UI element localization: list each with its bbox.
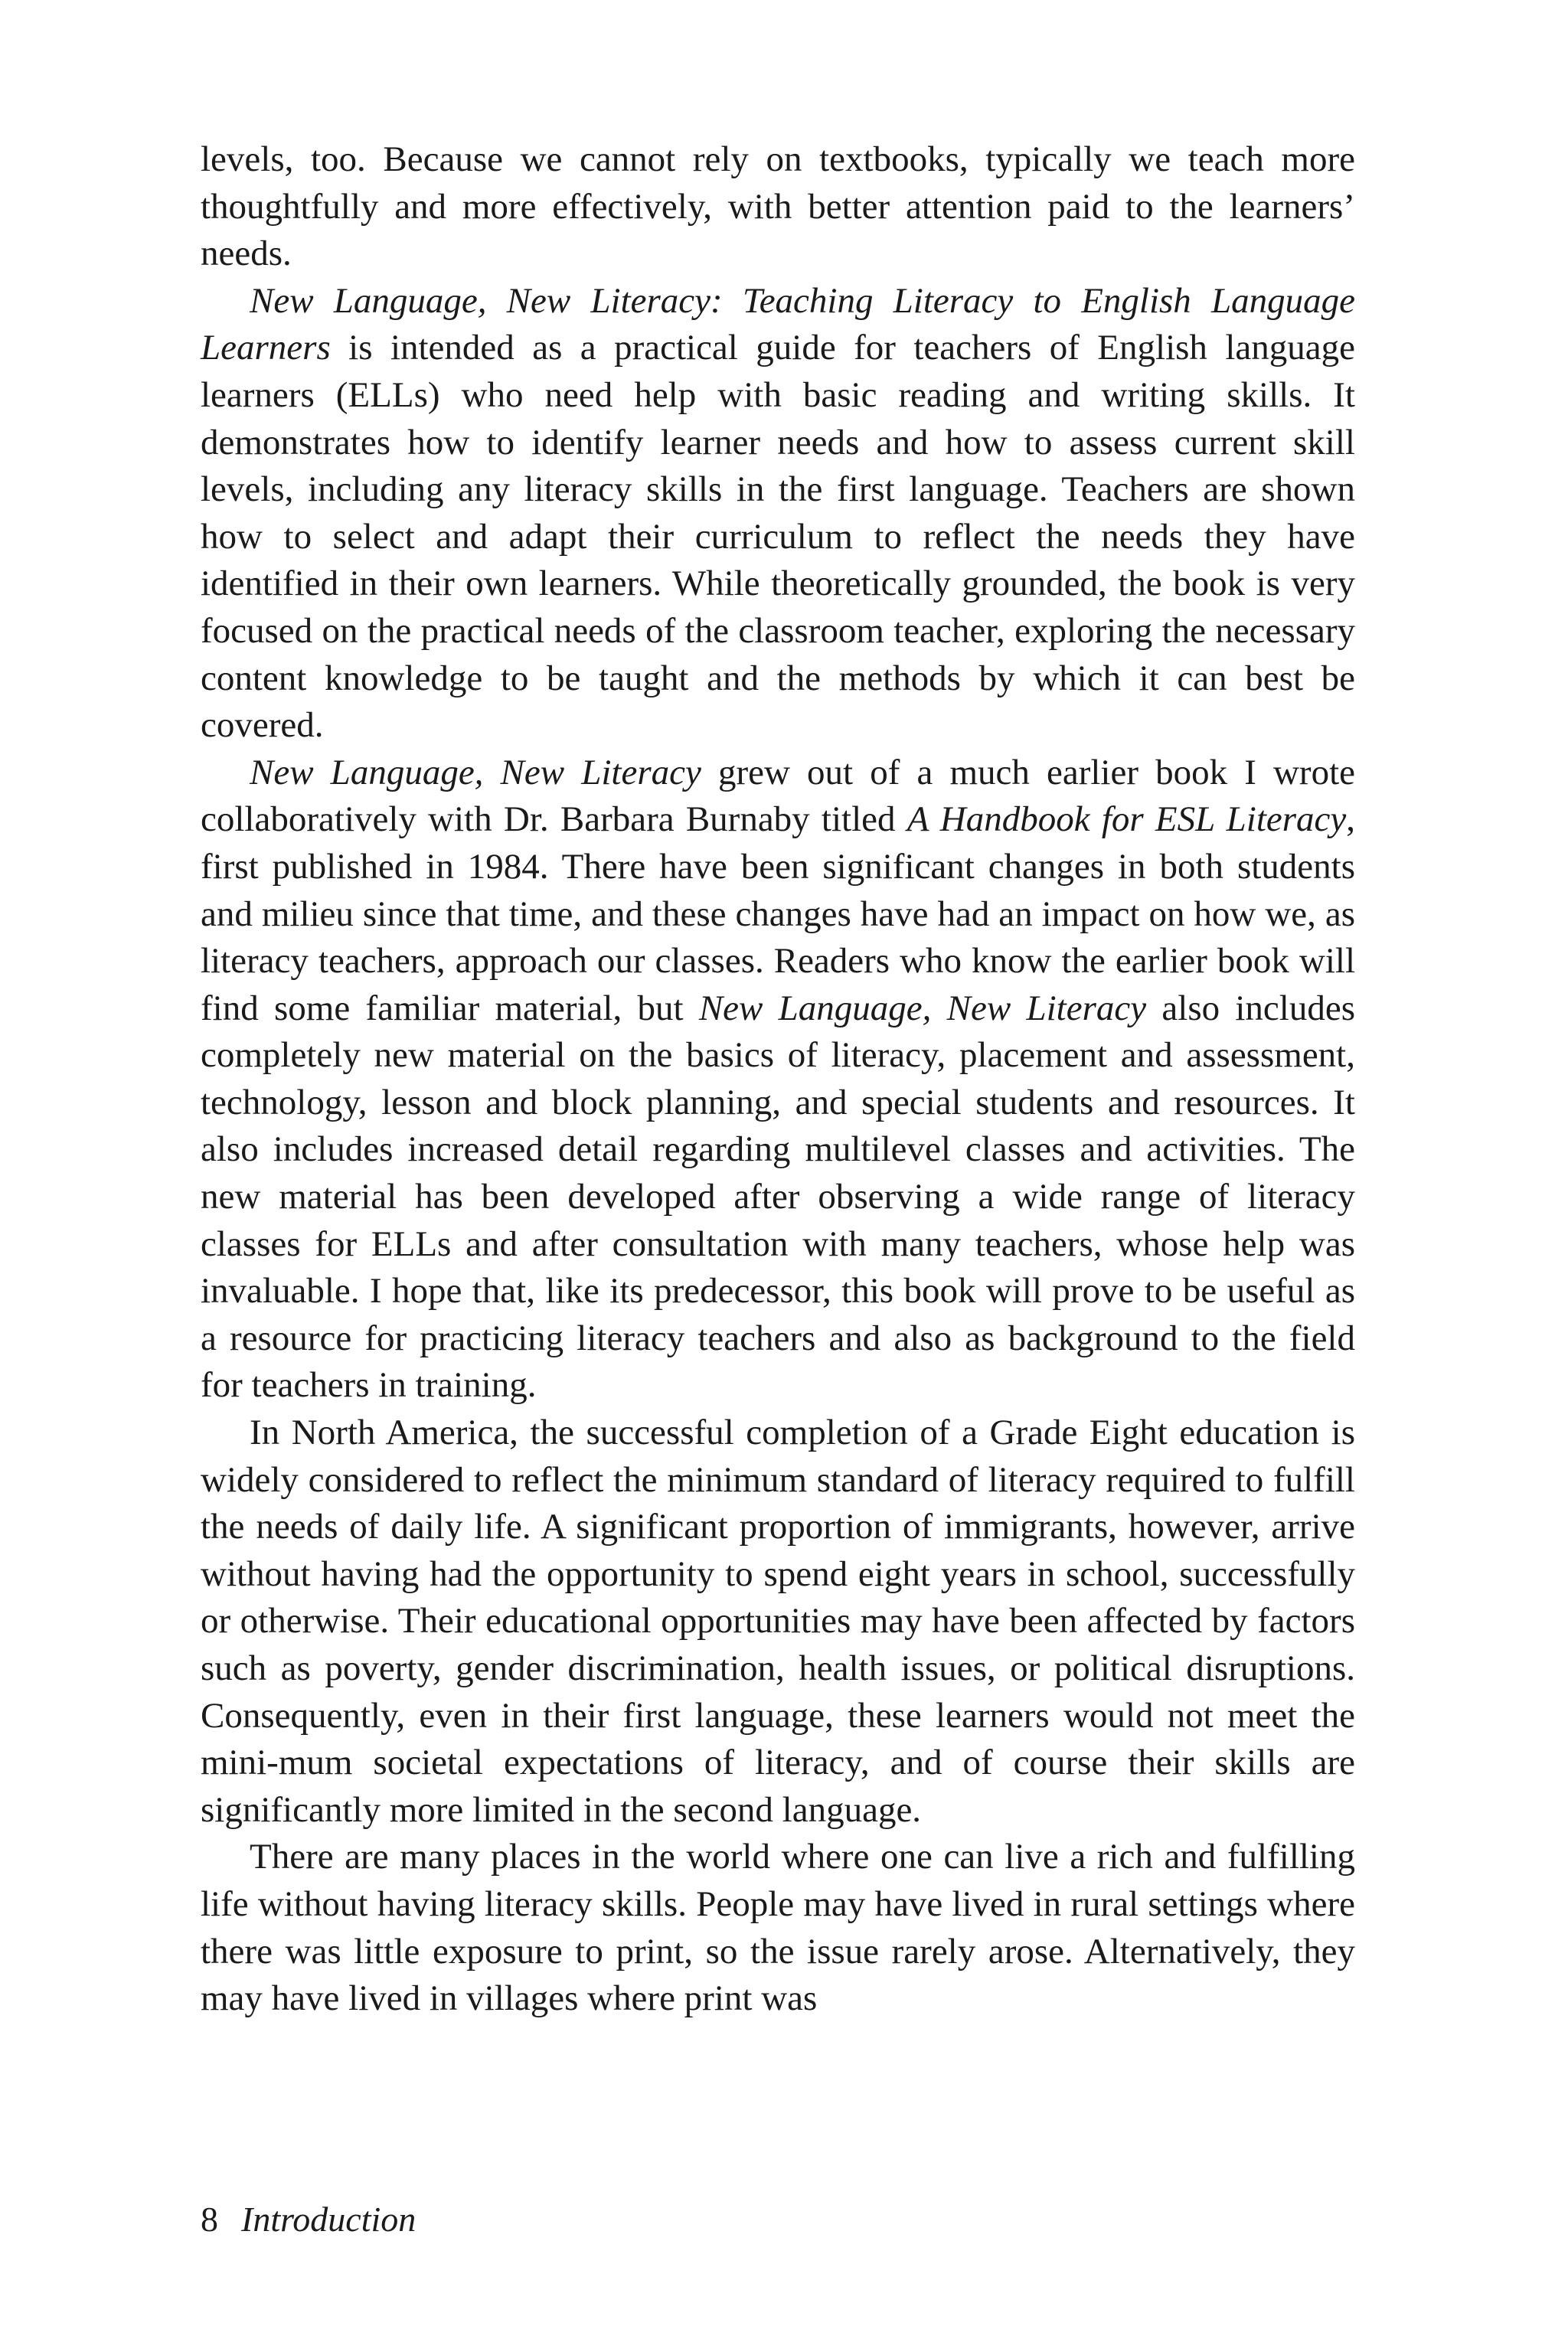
italic-title-run: New Language, New Literacy [698, 988, 1147, 1028]
text-run: is intended as a practical guide for teachers of English language learners (ELLs) who need help with basic reading and writing skills. It demonstrates how to identify learner needs and how to assess current skill levels, including any literacy skills in the first language. Teachers are shown how to select and adapt their curriculum to reflect the needs they have identified in their own learners. While theoretically grounded, the book is very focused on the practical needs of the classroom teacher, exploring the necessary content knowledge to be taught and the methods by which it can best be covered. [201, 328, 1355, 746]
paragraph-5 [201, 1834, 1355, 2022]
text-run: , first published in 1984. There have been significant changes in both students and milieu since that time, and these changes have had an impact on how we, as literacy teachers, approach our classes. Readers who know the earlier book will find some familiar material, but [201, 799, 1355, 1028]
text-run: There are many places in the world where one can live a rich and fulfilling life without having literacy skills. People may have lived in rural settings where there was little exposure to print, so the issue rarely arose. Alternatively, they may have lived in villages where print was [201, 1837, 1355, 2019]
text-run: In North America, the successful completion of a Grade Eight education is widely considered to reflect the minimum standard of literacy required to fulfill the needs of daily life. A significant proportion of immigrants, however, arrive without having had the opportunity to spend eight years in school, successfully or otherwise. Their educational opportunities may have been affected by factors such as poverty, gender discrimination, health issues, or political disruptions. Consequently, even in their first language, these learners would not meet the mini-mum societal expectations of literacy, and of course their skills are significantly more limited in the second language. [201, 1413, 1355, 1830]
italic-title-run: A Handbook for ESL Literacy [906, 799, 1347, 840]
body-text [201, 136, 1355, 2023]
paragraph-3 [201, 750, 1355, 1410]
text-run: levels, too. Because we cannot rely on textbooks, typically we teach more thoughtfully and more effectively, with better attention paid to the learners’ needs. [201, 139, 1355, 274]
page-number: 8 [201, 2200, 218, 2239]
paragraph-2 [201, 278, 1355, 750]
page-body [201, 136, 1355, 2023]
italic-title-run: New Language, New Literacy [250, 752, 701, 792]
paragraph-4 [201, 1410, 1355, 1834]
text-run: also includes completely new material on the basics of literacy, placement and assessment, technology, lesson and block planning, and special students and resources. It also includes increased detail regarding multilevel classes and activities. The new material has been developed after observing a wide range of literacy classes for ELLs and after consultation with many teachers, whose help was invaluable. I hope that, like its predecessor, this book will prove to be useful as a resource for practicing literacy teachers and also as background to the field for teachers in training. [201, 988, 1356, 1406]
page-footer [201, 2199, 416, 2239]
paragraph-1 [201, 136, 1355, 278]
text-run: grew out of a much earlier book I wrote collaboratively with Dr. Barbara Burnaby titled [201, 752, 1355, 840]
italic-title-run: New Language, New Literacy: Teaching Literacy to English Language Learners [201, 280, 1355, 368]
running-head: Introduction [241, 2200, 416, 2239]
